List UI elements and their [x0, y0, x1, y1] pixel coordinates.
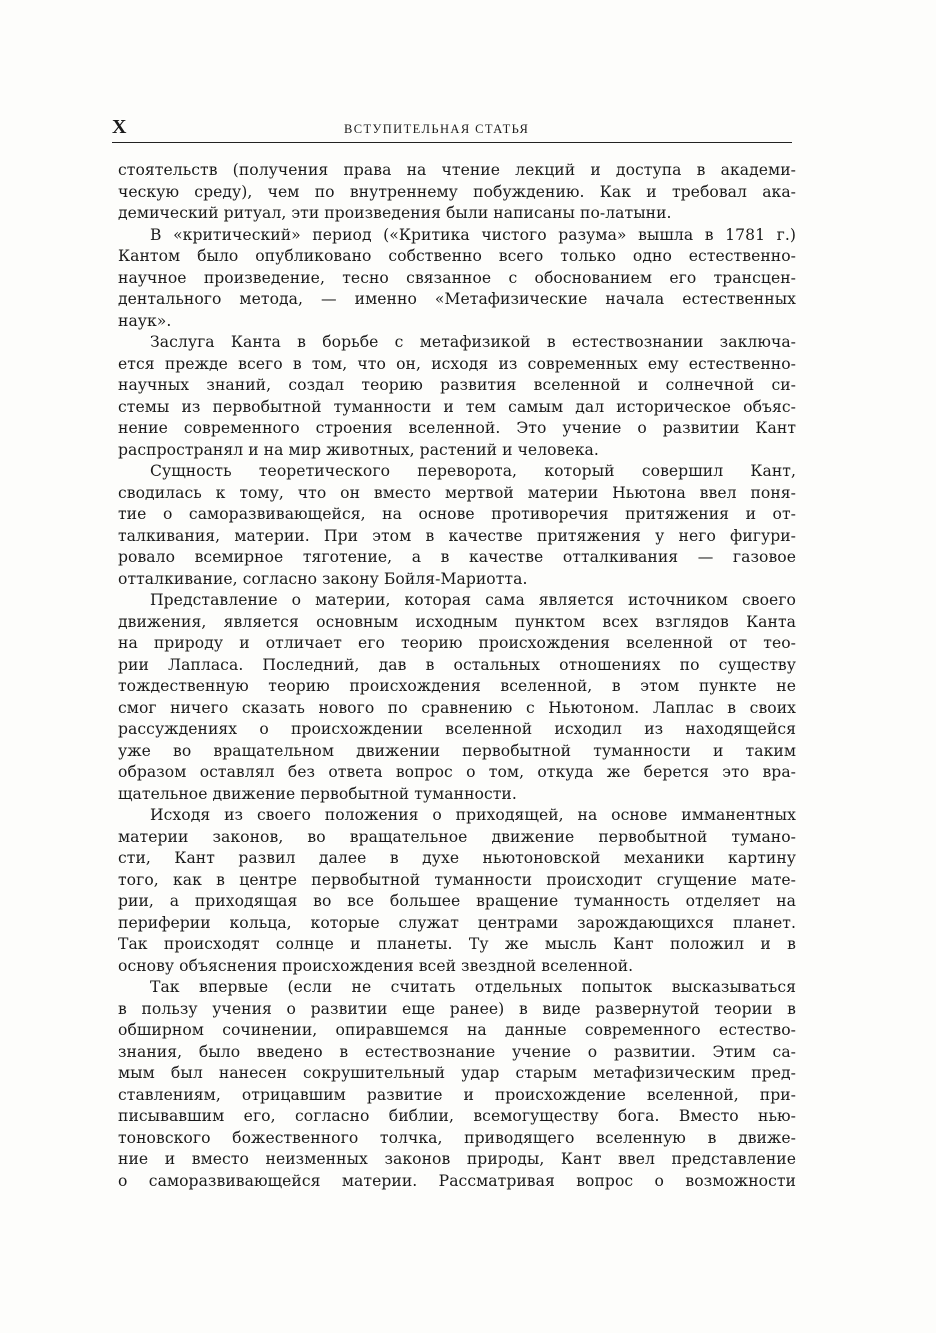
text-line: ровало всемирное тяготение, а в качестве отталкивания — газовое: [118, 548, 796, 566]
text-line: смог ничего сказать нового по сравнению с Ньютоном. Лаплас в своих: [118, 698, 796, 717]
text-line: уже во вращательном движении первобытной туманности и таким: [118, 741, 796, 760]
text-line: сводилась к тому, что он вместо мертвой материи Ньютона ввел поня-: [118, 483, 796, 502]
text-line: Заслуга Канта в борьбе с метафизикой в естествознании заключа-: [150, 333, 796, 351]
text-line: рии, а приходящая во все большее вращение туманность отделяет на: [118, 892, 796, 910]
text-line: щательное движение первобытной туманности.: [118, 784, 517, 803]
text-line: ческую среду), чем по внутреннему побуждению. Как и требовал ака-: [118, 182, 796, 201]
text-line: дентального метода, — именно «Метафизические начала естественных: [118, 290, 796, 308]
text-line: наук».: [118, 311, 172, 330]
text-line: Исходя из своего положения о приходящей, на основе имманентных: [150, 806, 796, 824]
text-line: в пользу учения о развитии еще ранее) в виде развернутой теории в: [118, 999, 796, 1018]
text-line: ние и вместо неизменных законов природы, Кант ввел представление: [118, 1150, 796, 1168]
text-line: писывавшим его, согласно библии, всемогуществу бога. Вместо нью-: [118, 1107, 796, 1125]
text-line: распространял и на мир животных, растений и человека.: [118, 440, 599, 459]
text-line: знания, было введено в естествознание учение о развитии. Этим са-: [118, 1042, 796, 1061]
text-line: на природу и отличает его теорию происхождения вселенной от тео-: [118, 634, 796, 652]
text-line: научных знаний, создал теорию развития вселенной и солнечной си-: [118, 376, 796, 394]
text-line: научное произведение, тесно связанное с обоснованием его трансцен-: [118, 268, 796, 287]
text-line: Кантом было опубликовано собственно всего только одно естественно-: [118, 247, 796, 265]
text-line: тоновского божественного толчка, приводящего вселенную в движе-: [118, 1128, 796, 1147]
text-line: основу объяснения происхождения всей звездной вселенной.: [118, 956, 634, 975]
body-text: [118, 160, 796, 1192]
text-line: стемы из первобытной туманности и тем самым дал историческое объяс-: [118, 397, 796, 416]
text-line: ется прежде всего в том, что он, исходя из современных ему естественно-: [118, 354, 796, 373]
text-line: тождественную теорию происхождения вселенной, в этом пункте не: [118, 677, 796, 695]
text-line: демический ритуал, эти произведения были написаны по-латыни.: [118, 204, 672, 222]
text-line: стоятельств (получения права на чтение лекций и доступа в академи-: [118, 161, 796, 179]
text-line: обширном сочинении, опиравшемся на данные современного естество-: [118, 1021, 796, 1039]
text-line: нение современного строения вселенной. Это учение о развитии Кант: [118, 419, 796, 437]
text-line: В «критический» период («Критика чистого разума» вышла в 1781 г.): [150, 225, 796, 244]
text-line: о саморазвивающейся материи. Рассматривая вопрос о возможности: [118, 1171, 796, 1190]
text-line: того, как в центре первобытной туманности происходит сгущение мате-: [118, 870, 796, 889]
text-line: Представление о материи, которая сама является источником своего: [150, 591, 796, 609]
running-head: [112, 116, 792, 143]
text-line: мым был нанесен сокрушительный удар старым метафизическим пред-: [118, 1064, 796, 1082]
text-line: Сущность теоретического переворота, который совершил Кант,: [150, 462, 796, 480]
text-line: сти, Кант развил далее в духе ньютоновской механики картину: [118, 849, 796, 867]
text-line: рии Лапласа. Последний, дав в остальных отношениях по существу: [118, 655, 796, 674]
text-line: периферии кольца, которые служат центрами зарождающихся планет.: [118, 913, 796, 932]
text-line: материи законов, во вращательное движение первобытной тумано-: [118, 827, 796, 846]
page-number: X: [112, 116, 127, 138]
text-line: Так происходят солнце и планеты. Ту же мысль Кант положил и в: [118, 935, 796, 953]
running-title: ВСТУПИТЕЛЬНАЯ СТАТЬЯ: [344, 122, 530, 136]
text-line: образом оставлял без ответа вопрос о том, откуда же берется это вра-: [118, 763, 796, 781]
text-line: рассуждениях о происхождении вселенной исходил из находящейся: [118, 720, 796, 738]
text-line: Так впервые (если не считать отдельных попыток высказываться: [150, 978, 796, 996]
text-line: тие о саморазвивающейся, на основе противоречия притяжения и от-: [118, 505, 796, 523]
text-line: движения, является основным исходным пунктом всех взглядов Канта: [118, 612, 796, 631]
text-line: талкивания, материи. При этом в качестве притяжения у него фигури-: [118, 526, 796, 545]
text-line: отталкивание, согласно закону Бойля-Мариотта.: [118, 569, 528, 588]
text-line: ставлениям, отрицавшим развитие и происхождение вселенной, при-: [118, 1085, 796, 1104]
